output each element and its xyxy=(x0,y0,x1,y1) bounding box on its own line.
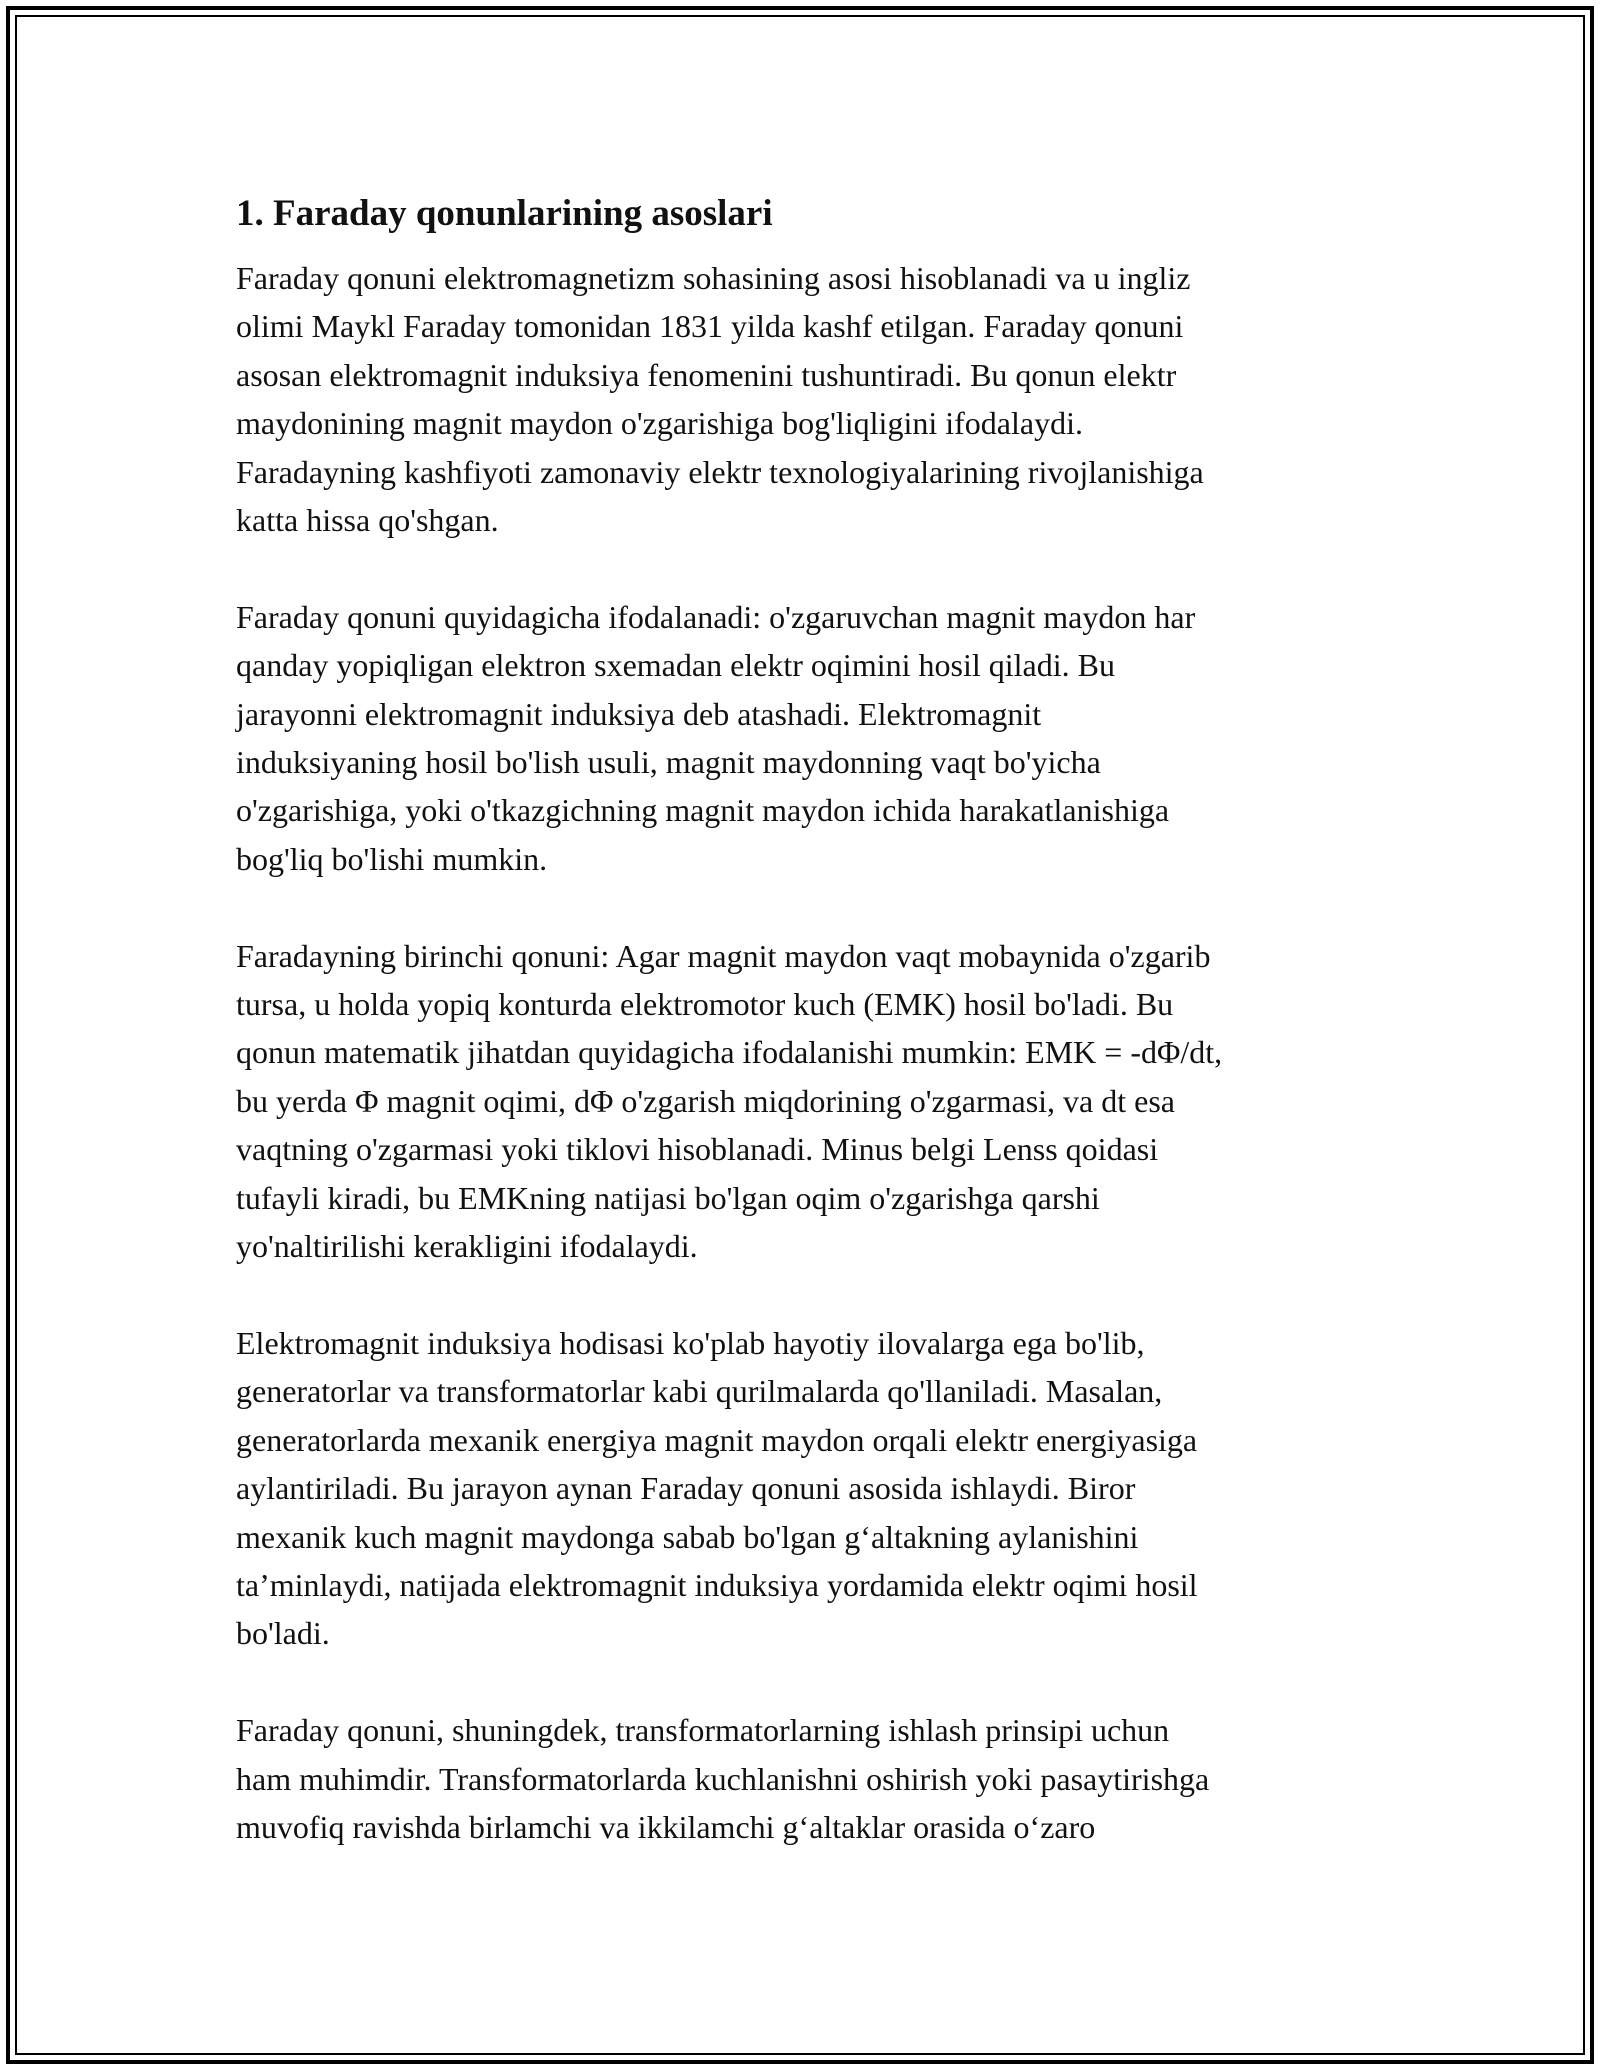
text-line: Faraday qonuni elektromagnetizm sohasining asosi hisoblanadi va u ingliz xyxy=(236,260,1191,296)
text-line: maydonining magnit maydon o'zgarishiga bog'liqligini ifodalaydi. xyxy=(236,405,1083,442)
text-line: yo'naltirilishi kerakligini ifodalaydi. xyxy=(236,1228,698,1265)
section-heading: 1. Faraday qonunlarining asoslari xyxy=(236,193,773,234)
text-line: Faradayning kashfiyoti zamonaviy elektr texnologiyalarining rivojlanishiga xyxy=(236,453,1204,490)
paragraph-5 xyxy=(236,1706,1366,1851)
document-body xyxy=(236,190,1366,1900)
text-line: bu yerda Φ magnit oqimi, dΦ o'zgarish miqdorining o'zgarmasi, va dt esa xyxy=(236,1082,1175,1119)
text-line: generatorlarda mexanik energiya magnit maydon orqali elektr energiyasiga xyxy=(236,1421,1198,1458)
text-line: Faraday qonuni quyidagicha ifodalanadi: o'zgaruvchan magnit maydon har xyxy=(236,598,1196,635)
paragraph-2 xyxy=(236,593,1366,883)
text-line: aylantiriladi. Bu jarayon aynan Faraday qonuni asosida ishlaydi. Biror xyxy=(236,1470,1136,1507)
text-line: katta hissa qo'shgan. xyxy=(236,502,499,539)
text-line: jarayonni elektromagnit induksiya deb atashadi. Elektromagnit xyxy=(236,695,1042,732)
text-line: asosan elektromagnit induksiya fenomenini tushuntiradi. Bu qonun elektr xyxy=(236,356,1177,393)
text-line: bog'liq bo'lishi mumkin. xyxy=(236,840,548,877)
text-line: tursa, u holda yopiq konturda elektromotor kuch (EMK) hosil bo'ladi. Bu xyxy=(236,986,1174,1023)
text-line: bo'ladi. xyxy=(236,1615,330,1652)
text-line: olimi Maykl Faraday tomonidan 1831 yilda kashf etilgan. Faraday qonuni xyxy=(236,308,1184,345)
text-line: ham muhimdir. Transformatorlarda kuchlanishni oshirish yoki pasaytirishga xyxy=(236,1760,1210,1797)
text-line: induksiyaning hosil bo'lish usuli, magnit maydonning vaqt bo'yicha xyxy=(236,744,1101,781)
text-line: Elektromagnit induksiya hodisasi ko'plab hayotiy ilovalarga ega bo'lib, xyxy=(236,1324,1145,1361)
text-line: generatorlar va transformatorlar kabi qurilmalarda qo'llaniladi. Masalan, xyxy=(236,1373,1163,1410)
text-line: qonun matematik jihatdan quyidagicha ifodalanishi mumkin: EMK = -dΦ/dt, xyxy=(236,1034,1223,1071)
text-line: mexanik kuch magnit maydonga sabab bo'lgan g‘altakning aylanishini xyxy=(236,1518,1139,1555)
paragraph-1 xyxy=(236,254,1366,544)
text-line: tufayli kiradi, bu EMKning natijasi bo'lgan oqim o'zgarishga qarshi xyxy=(236,1179,1100,1216)
paragraph-4 xyxy=(236,1319,1366,1658)
text-line: Faradayning birinchi qonuni: Agar magnit maydon vaqt mobaynida o'zgarib xyxy=(236,937,1211,974)
paragraph-3 xyxy=(236,932,1366,1271)
text-line: ta’minlaydi, natijada elektromagnit induksiya yordamida elektr oqimi hosil xyxy=(236,1566,1198,1603)
text-line: o'zgarishiga, yoki o'tkazgichning magnit maydon ichida harakatlanishiga xyxy=(236,792,1170,829)
text-line: Faraday qonuni, shuningdek, transformatorlarning ishlash prinsipi uchun xyxy=(236,1712,1170,1749)
text-line: vaqtning o'zgarmasi yoki tiklovi hisoblanadi. Minus belgi Lenss qoidasi xyxy=(236,1131,1159,1168)
text-line: muvofiq ravishda birlamchi va ikkilamchi g‘altaklar orasida o‘zaro xyxy=(236,1808,1096,1845)
text-line: qanday yopiqligan elektron sxemadan elektr oqimini hosil qiladi. Bu xyxy=(236,647,1115,684)
